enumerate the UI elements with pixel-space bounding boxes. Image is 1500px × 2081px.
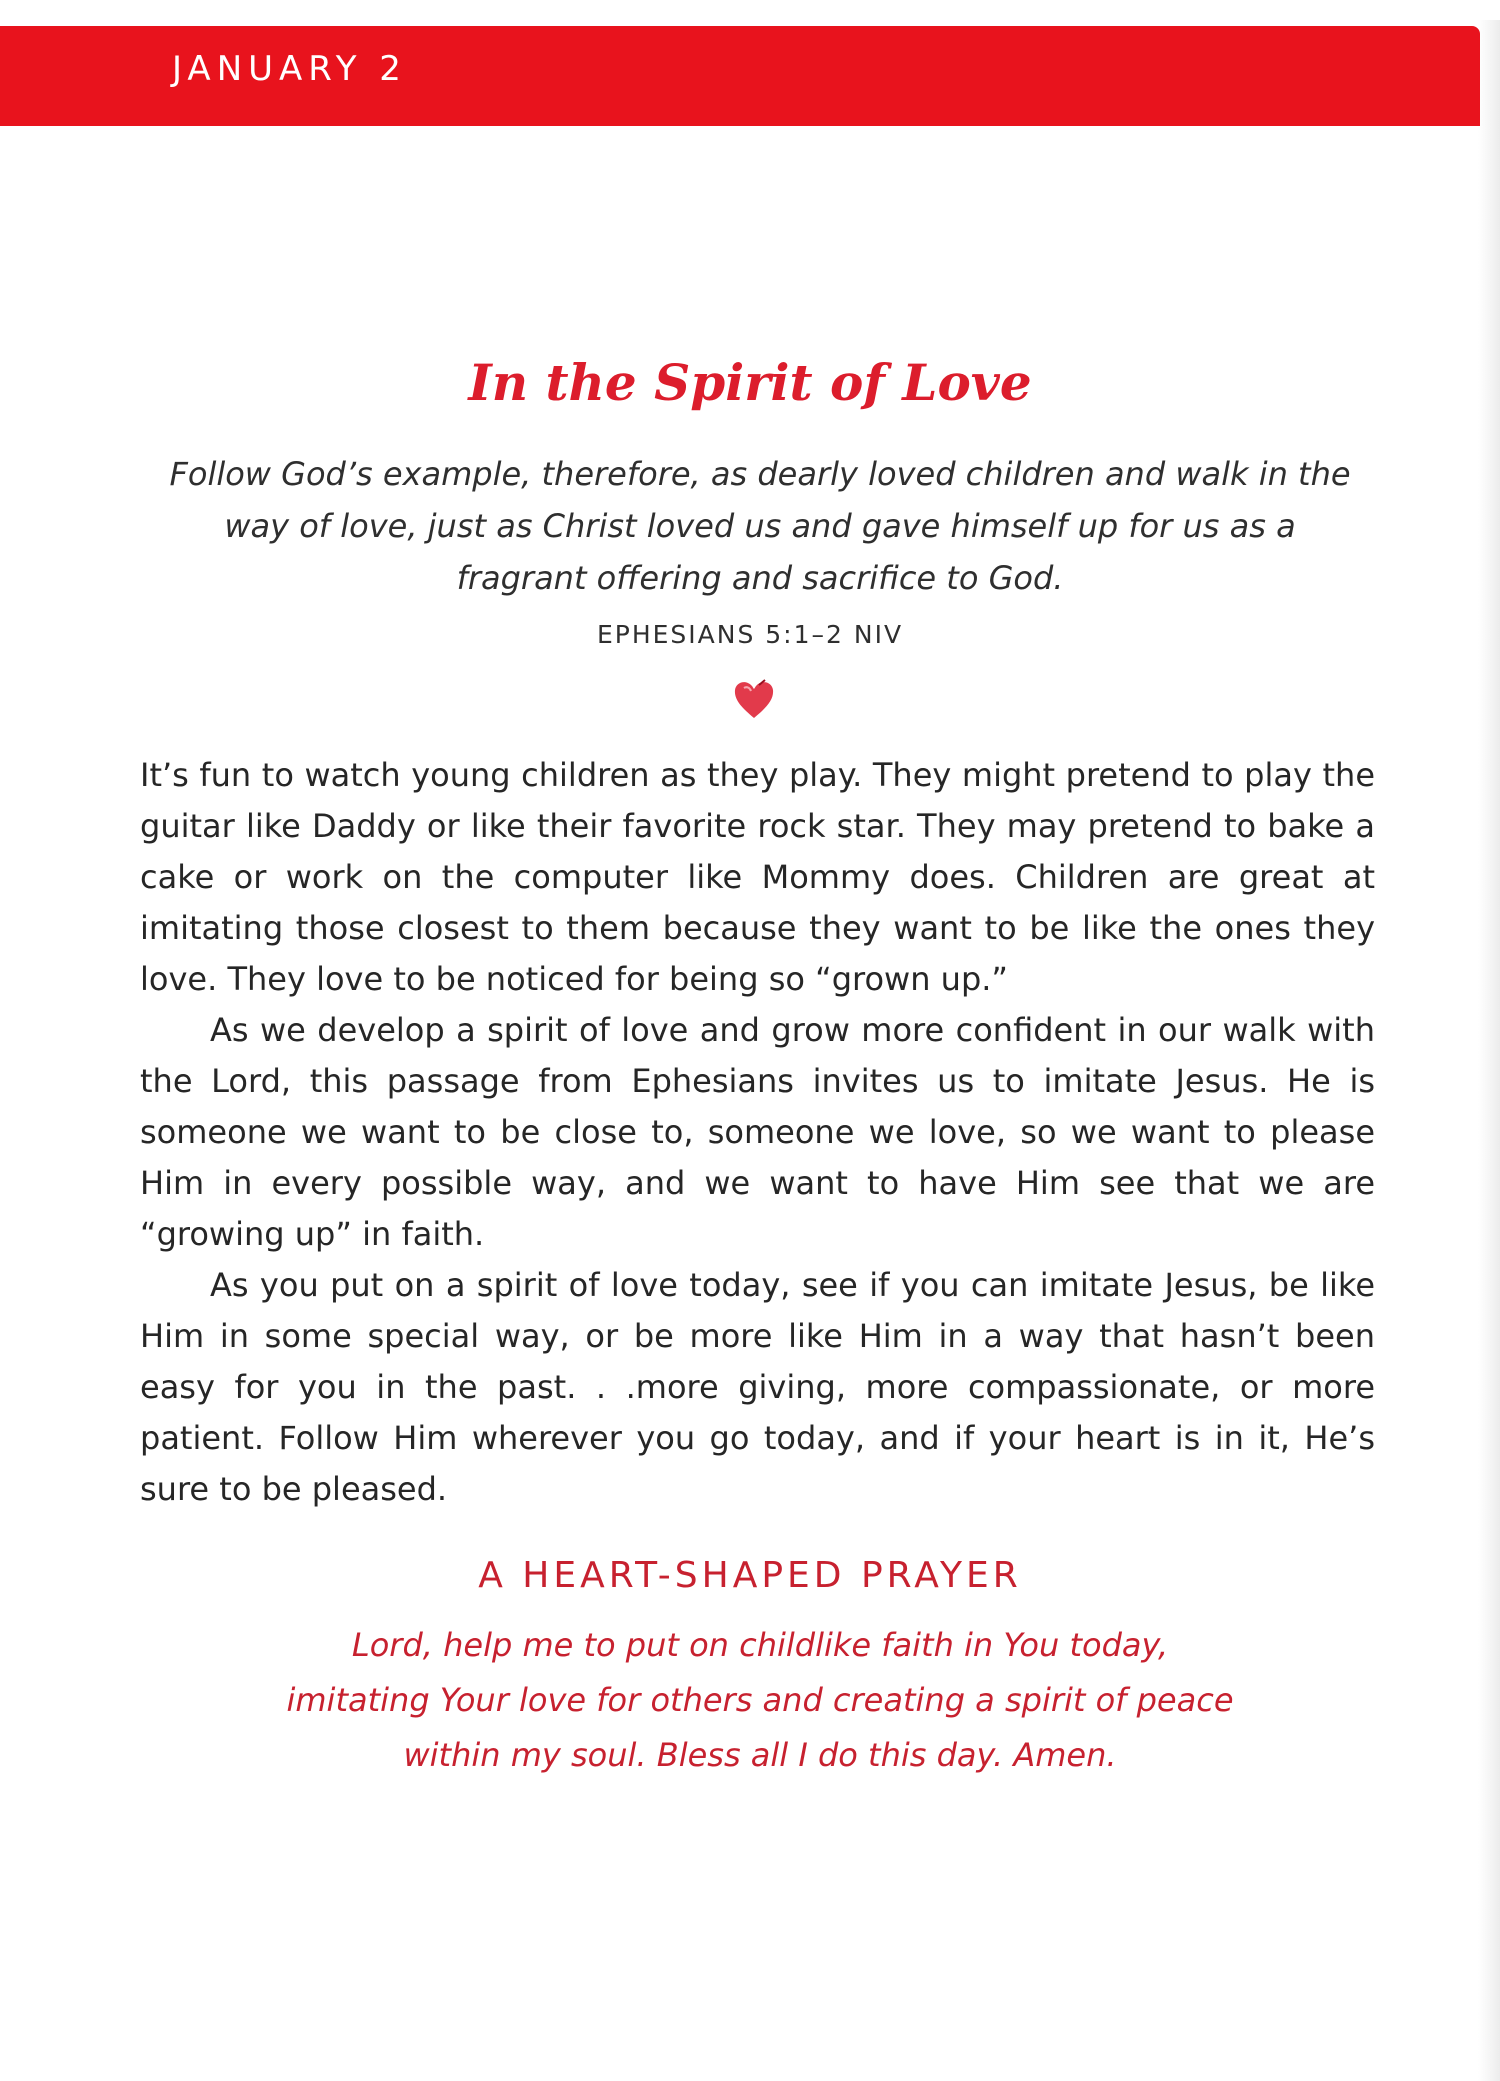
body-paragraph: As we develop a spirit of love and grow more confident in our walk with the Lord, this passage from Ephesians invites us to imitate Jesus. He is someone we want to be close to, someone we love, so we want to please Him in every possible way, and we want to have Him see that we are “growing up” in faith.: [140, 1011, 1375, 1253]
heart-icon: [732, 676, 776, 722]
prayer-heading: A HEART-SHAPED PRAYER: [478, 1555, 1022, 1596]
prayer-text: Lord, help me to put on childlike faith in You today, imitating Your love for others and creating a spirit of peace within my soul. Bless all I do this day. Amen.: [286, 1626, 1234, 1774]
body-paragraph: As you put on a spirit of love today, see if you can imitate Jesus, be like Him in some special way, or be more like Him in a way that hasn’t been easy for you in the past. . .more giving, more compassionate, or more patient. Follow Him wherever you go today, and if your heart is in it, He’s sure to be pleased.: [140, 1266, 1375, 1508]
body-paragraph: It’s fun to watch young children as they play. They might pretend to play the guitar like Daddy or like their favorite rock star. They may pretend to bake a cake or work on the computer like Mommy does. Children are great at imitating those closest to them because they want to be like the ones they love. They love to be noticed for being so “grown up.”: [140, 756, 1375, 998]
devotion-title: In the Spirit of Love: [468, 353, 1032, 412]
scripture-reference: EPHESIANS 5:1–2 NIV: [596, 620, 904, 649]
scripture-verse: Follow God’s example, therefore, as dearly loved children and walk in the way of love, just as Christ loved us and gave himself up for us as a fragrant offering and sacrifice to God.: [169, 455, 1351, 597]
devotion-body: [140, 750, 1375, 1515]
date-label: JANUARY 2: [172, 49, 407, 89]
page-edge-shadow: [1478, 20, 1500, 2081]
